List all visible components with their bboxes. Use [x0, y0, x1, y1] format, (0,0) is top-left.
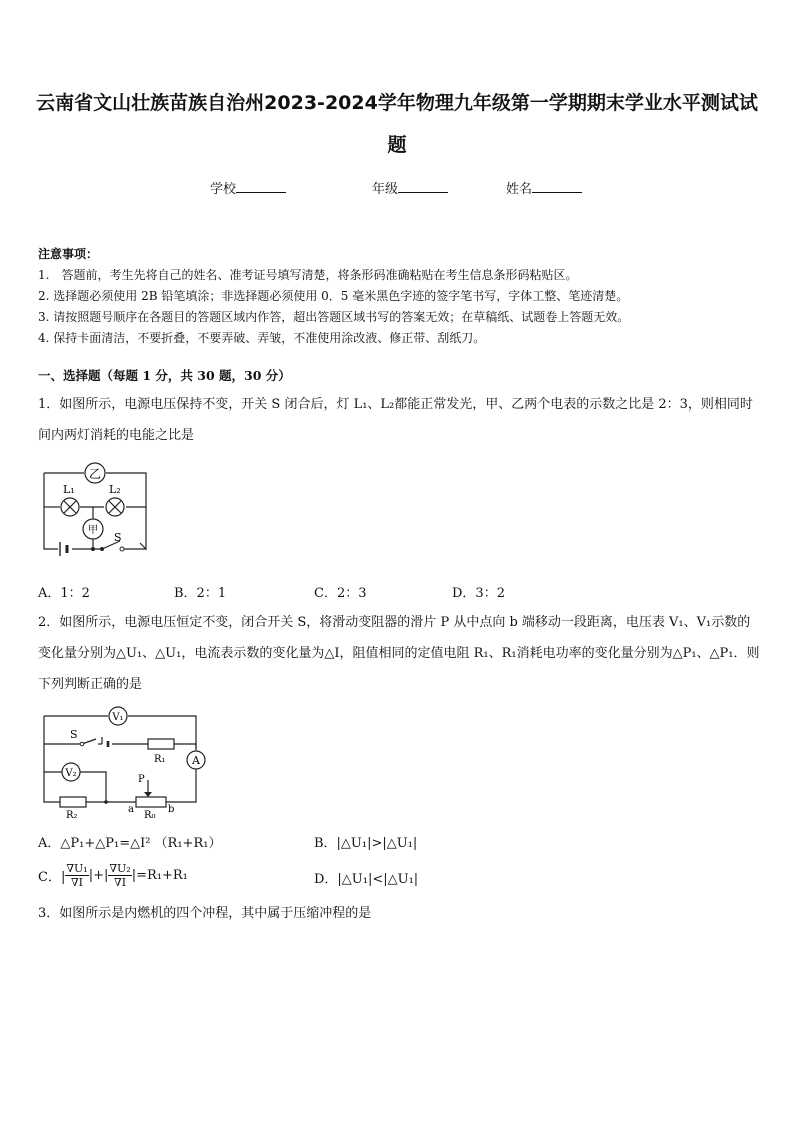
student-info-row [0, 178, 794, 200]
section-title: 一、选择题（每题 1 分，共 30 题，30 分） [38, 368, 291, 383]
terminal-a-label: a [128, 804, 134, 815]
slider-p-label: P [138, 774, 145, 785]
lamp-l2-label: L₂ [109, 483, 121, 496]
notes-heading: 注意事项： [38, 247, 99, 261]
voltmeter-v1-label: V₁ [112, 712, 124, 723]
name-label: 姓名 [506, 182, 533, 197]
page-title [30, 82, 764, 166]
switch-s-label: S [70, 728, 78, 741]
question-2-text: 2．如图所示，电源电压恒定不变，闭合开关 S，将滑动变阻器的滑片 P 从中点向 b 端移动一段距离，电压表 V₁、V₁示数的变化量分别为△U₁、△U₁，电流表示数的变化量为△I，阻值相同的定值电阻 R₁、R₁消耗电功率的变化量分别为△P₁、△P₁．则下列判断正确的是 [38, 615, 760, 692]
rheostat-r0-label: R₀ [144, 810, 156, 821]
lamp-l1-label: L₁ [63, 483, 75, 496]
q1-option-d: D．3：2 [452, 586, 505, 601]
q2-option-d: D．|△U₁|<|△U₁| [314, 872, 419, 887]
note-item: 1. 答题前，考生先将自己的姓名、准考证号填写清楚，将条形码准确粘贴在考生信息条形码粘贴区。 [38, 268, 578, 282]
option-c-prefix: C．| [38, 869, 66, 885]
q1-option-c: C．2：3 [314, 586, 367, 601]
voltmeter-v2-label: V₂ [65, 768, 77, 779]
question-1-text: 1．如图所示，电源电压保持不变，开关 S 闭合后，灯 L₁、L₂都能正常发光，甲、乙两个电表的示数之比是 2：3，则相同时间内两灯消耗的电能之比是 [38, 397, 753, 443]
fraction-2 [108, 862, 131, 889]
fraction-1 [65, 862, 88, 889]
q2-option-b: B．|△U₁|>|△U₁| [314, 836, 418, 851]
q1-option-a: A．1：2 [38, 586, 90, 601]
meter-yi-label: 乙 [88, 467, 102, 481]
question-2-circuit-figure [36, 704, 212, 822]
note-item: 4. 保持卡面清洁，不要折叠，不要弄破、弄皱，不准使用涂改液、修正带、刮纸刀。 [38, 331, 486, 345]
question-3-text: 3．如图所示是内燃机的四个冲程，其中属于压缩冲程的是 [38, 906, 372, 921]
name-field [506, 178, 582, 197]
school-field [210, 178, 286, 197]
note-item: 3. 请按照题号顺序在各题目的答题区域内作答，超出答题区域书写的答案无效；在草稿纸、试题卷上答题无效。 [38, 310, 630, 324]
title-line-2: 题 [387, 134, 407, 156]
option-c-middle: |+| [88, 867, 109, 883]
title-line-1: 云南省文山壮族苗族自治州2023-2024学年物理九年级第一学期期末学业水平测试试 [36, 92, 758, 114]
fraction-2-denominator: ∇I [114, 875, 127, 889]
fraction-1-denominator: ∇I [71, 875, 84, 889]
fraction-2-numerator: ∇U₂ [109, 861, 131, 875]
fraction-1-numerator: ∇U₁ [66, 861, 88, 875]
q2-option-c [38, 858, 188, 892]
q1-option-b: B．2：1 [174, 586, 227, 601]
resistor-r1-label: R₁ [154, 754, 166, 765]
meter-jia-label: 甲 [88, 525, 98, 536]
q2-option-a: A．△P₁+△P₁=△I² （R₁+R₁） [38, 836, 222, 851]
notes-block [38, 244, 758, 349]
option-c-suffix: |=R₁+R₁ [131, 867, 188, 883]
terminal-b-label: b [168, 804, 175, 815]
ammeter-label: A [192, 754, 200, 767]
grade-label: 年级 [372, 182, 399, 197]
resistor-r2-label: R₂ [66, 810, 78, 821]
note-item: 2. 选择题必须使用 2B 铅笔填涂；非选择题必须使用 0．5 毫米黑色字迹的签字笔书写，字体工整、笔迹清楚。 [38, 289, 629, 303]
school-label: 学校 [210, 182, 237, 197]
switch-s-label: S [114, 531, 122, 544]
question-1-circuit-figure [36, 455, 152, 567]
grade-field [372, 178, 448, 197]
